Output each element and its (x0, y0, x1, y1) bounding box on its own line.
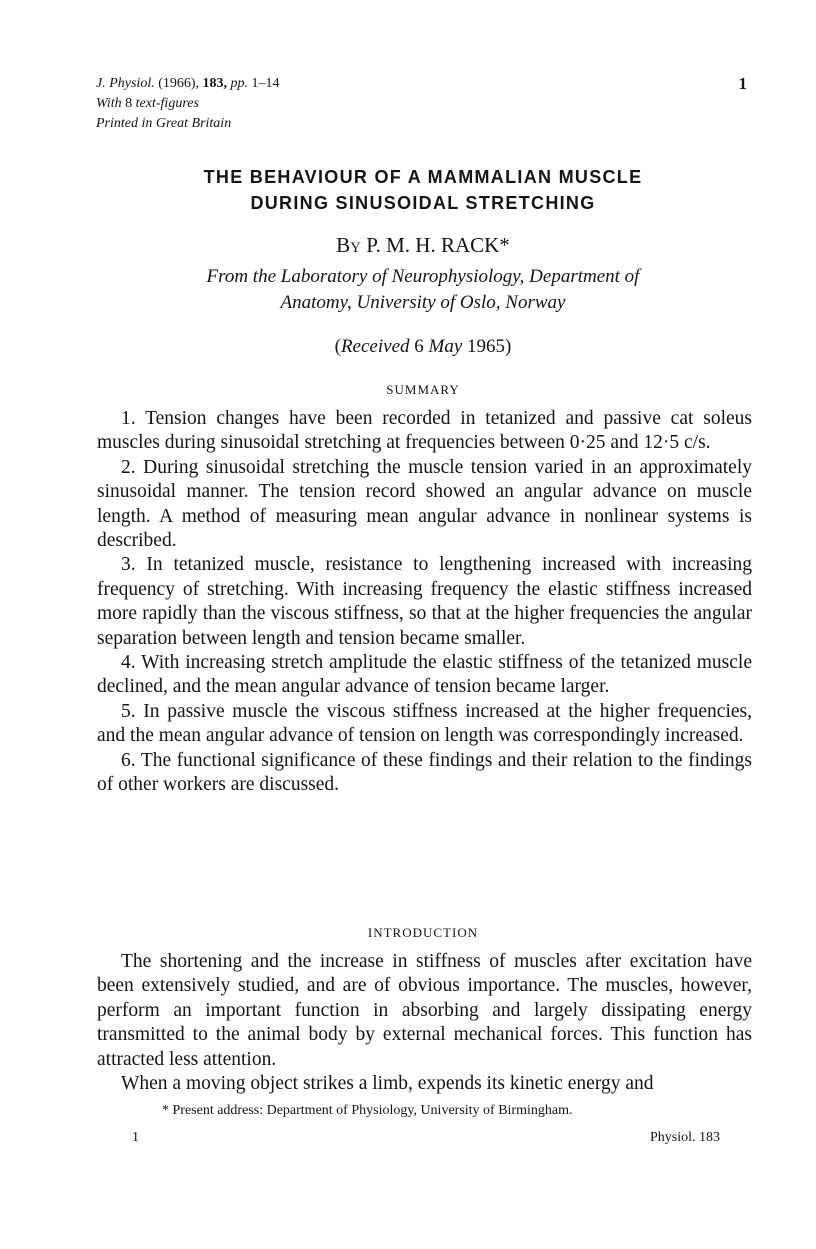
printed-line: Printed in Great Britain (96, 116, 232, 131)
figures-line (96, 94, 280, 114)
author-by: By (336, 233, 362, 257)
affiliation-line-1: From the Laboratory of Neurophysiology, Department of (206, 266, 640, 287)
pages-label: pp. (230, 76, 249, 91)
figures-count: 8 (125, 96, 133, 111)
summary-heading: SUMMARY (386, 382, 460, 397)
figures-label: text-figures (135, 96, 199, 111)
title-line-2: DURING SINUSOIDAL STRETCHING (250, 193, 596, 213)
introduction-paragraph: The shortening and the increase in stiffness of muscles after excitation have been extensively studied, and are of obvious importance. The muscles, however, perform an important function in absorbing and largely dissipating energy transmitted to the animal body by external mechanical forces. This function has attracted less attention. (97, 951, 752, 1070)
summary-item: 6. The functional significance of these findings and their relation to the findings of other workers are discussed. (97, 749, 752, 796)
figures-prefix: With (96, 96, 122, 111)
footnote: * Present address: Department of Physiology, University of Birmingham. (162, 1103, 573, 1118)
received-year: 1965) (467, 336, 512, 357)
introduction-heading: INTRODUCTION (367, 925, 479, 940)
summary-item: 5. In passive muscle the viscous stiffness increased at the higher frequencies, and the mean angular advance of tension on length was correspondingly increased. (97, 700, 752, 747)
received-open-paren: ( (334, 336, 341, 357)
page-number: 1 (738, 74, 747, 93)
summary-item: 4. With increasing stretch amplitude the elastic stiffness of the tetanized muscle declined, and the mean angular advance of tension became larger. (97, 652, 752, 698)
introduction-paragraph: When a moving object strikes a limb, expends its kinetic energy and (121, 1073, 654, 1095)
summary-section (97, 407, 752, 798)
received-month: May (428, 336, 463, 357)
footer-signature-number: 1 (132, 1130, 139, 1145)
affiliation-line-2: Anatomy, University of Oslo, Norway (280, 292, 566, 313)
journal-name: J. Physiol. (96, 76, 155, 91)
received-day: 6 (414, 336, 424, 357)
summary-item: 3. In tetanized muscle, resistance to lengthening increased with increasing frequency of stretching. With increasing frequency the elastic stiffness increased more rapidly than the viscous stiffness, so that at the higher frequencies the angular separation between length and tension became smaller. (97, 554, 752, 649)
article-title (0, 164, 816, 216)
introduction-section (97, 950, 752, 1096)
journal-year: (1966), (158, 76, 200, 91)
journal-header (96, 74, 280, 134)
author-line (0, 233, 816, 258)
journal-volume: 183, (202, 76, 228, 91)
citation-line (96, 74, 280, 94)
author-name: P. M. H. RACK* (366, 233, 510, 257)
footer-journal-mark: Physiol. 183 (649, 1130, 720, 1145)
journal-pages: 1–14 (251, 76, 280, 91)
received-label: Received (340, 336, 410, 357)
summary-item: 1. Tension changes have been recorded in tetanized and passive cat soleus muscles during sinusoidal stretching at frequencies between 0·25 and 12·5 c/s. (97, 408, 752, 454)
title-line-1: THE BEHAVIOUR OF A MAMMALIAN MUSCLE (203, 167, 643, 187)
summary-item: 2. During sinusoidal stretching the muscle tension varied in an approximately sinusoidal manner. The tension record showed an angular advance on muscle length. A method of measuring mean angular advance in nonlinear systems is described. (97, 456, 752, 552)
received-date (0, 336, 816, 358)
affiliation (0, 264, 816, 316)
